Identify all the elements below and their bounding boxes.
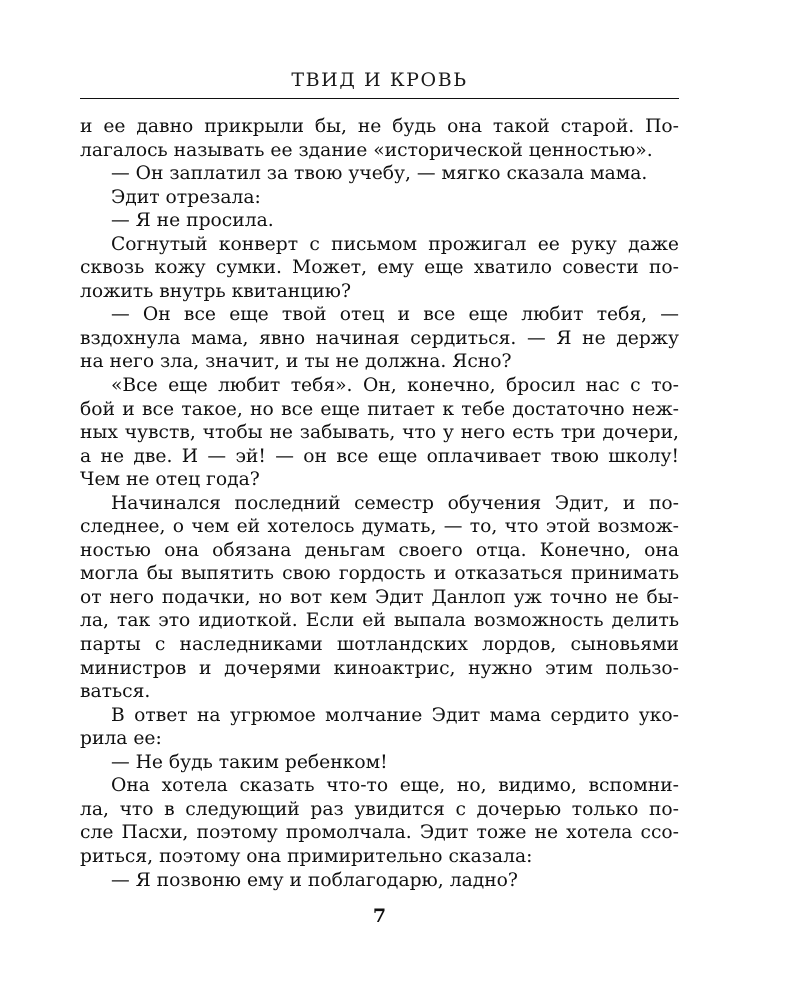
text-line: Она хотела сказать что-то еще, но, видимо, вспомни- — [111, 775, 679, 797]
text-line: риться, поэтому она примирительно сказала: — [80, 845, 533, 867]
text-line: — Он заплатил за твою учебу, — мягко сказала мама. — [111, 163, 648, 185]
text-line: сле Пасхи, поэтому промолчала. Эдит тоже не хотела ссо- — [80, 822, 679, 844]
text-line: — Я не просила. — [111, 210, 274, 232]
text-line: рила ее: — [80, 728, 162, 750]
text-line: ваться. — [80, 681, 151, 703]
text-line: ложить внутрь квитанцию? — [80, 280, 351, 302]
body-text — [80, 115, 679, 892]
header-rule — [80, 98, 679, 99]
text-line: ных чувств, чтобы не забывать, что у него есть три дочери, — [80, 422, 679, 444]
text-line: бой и все такое, но все еще питает к тебе достаточно неж- — [80, 398, 679, 420]
text-line: В ответ на угрюмое молчание Эдит мама сердито уко- — [111, 704, 679, 726]
text-line: — Он все еще твой отец и все еще любит тебя, — — [111, 304, 679, 326]
text-line: ностью она обязана деньгам своего отца. Конечно, она — [80, 539, 679, 561]
text-line: ла, что в следующий раз увидится с дочерью только по- — [80, 798, 679, 820]
text-line: — Не будь таким ребенком! — [111, 751, 388, 773]
text-line: вздохнула мама, явно начиная сердиться. — Я не держу — [80, 327, 679, 349]
text-line: Эдит отрезала: — [111, 186, 261, 208]
text-line: на него зла, значит, и ты не должна. Ясно? — [80, 351, 512, 373]
text-line: ла, так это идиоткой. Если ей выпала возможность делить — [80, 610, 679, 632]
text-line: министров и дочерями киноактрис, нужно этим пользо- — [80, 657, 679, 679]
text-line: следнее, о чем ей хотелось думать, — то, что этой возмож- — [80, 516, 679, 538]
text-line: сквозь кожу сумки. Может, ему еще хватило совести по- — [80, 257, 679, 279]
page-number: 7 — [372, 905, 387, 927]
text-line: «Все еще любит тебя». Он, конечно, бросил нас с то- — [111, 375, 679, 397]
text-line: Начинался последний семестр обучения Эдит, и по- — [111, 492, 679, 514]
text-line: а не две. И — эй! — он все еще оплачивает твою школу! — [80, 445, 679, 467]
text-line: и ее давно прикрыли бы, не будь она такой старой. По- — [80, 116, 679, 137]
text-line: от него подачки, но вот кем Эдит Данлоп уж точно не бы- — [80, 586, 679, 608]
text-line: могла бы выпятить свою гордость и отказаться принимать — [80, 563, 679, 585]
text-line: — Я позвоню ему и поблагодарю, ладно? — [111, 869, 518, 891]
text-line: Чем не отец года? — [80, 469, 260, 491]
text-line: парты с наследниками шотландских лордов, сыновьями — [80, 634, 679, 656]
text-line: лагалось называть ее здание «исторической ценностью». — [80, 139, 653, 161]
running-head-title: ТВИД И КРОВЬ — [291, 69, 468, 91]
text-line: Согнутый конверт с письмом прожигал ее руку даже — [111, 233, 679, 255]
